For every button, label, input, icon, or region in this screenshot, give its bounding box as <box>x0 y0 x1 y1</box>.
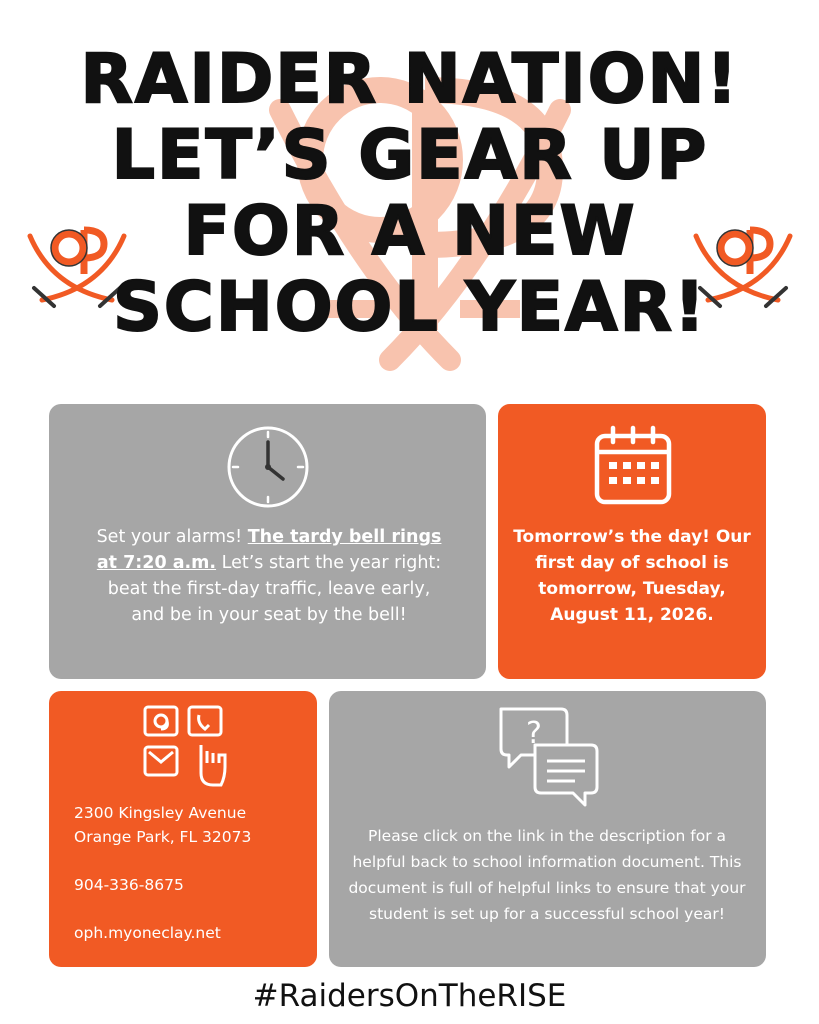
tardy-bell-time: The tardy bell rings at 7:20 a.m. <box>96 527 442 573</box>
headline-line-1: RAIDER NATION! <box>80 40 740 119</box>
clock-icon <box>225 424 311 510</box>
back-to-school-document-card <box>329 691 766 967</box>
first-day-card <box>498 404 766 679</box>
alarm-rest: Let’s start the year right: beat the first-day traffic, leave early, and be in your seat by the bell! <box>107 553 442 625</box>
address-line-2: Orange Park, FL 32073 <box>74 828 252 846</box>
headline <box>60 42 760 346</box>
contact-methods-icon <box>141 703 227 789</box>
contact-card <box>49 691 317 967</box>
document-description: Please click on the link in the description for a helpful back to school information document. This document is full of helpful links to ensure that your student is set up for a successful school year! <box>348 827 746 923</box>
headline-line-4: SCHOOL YEAR! <box>112 268 708 347</box>
first-day-text: Tomorrow’s the day! Our first day of school is tomorrow, Tuesday, August 11, 2026. <box>513 527 751 625</box>
calendar-icon <box>591 424 675 508</box>
chat-question-icon <box>495 703 601 811</box>
tardy-bell-card <box>49 404 486 679</box>
address-line-1: 2300 Kingsley Avenue <box>74 804 247 822</box>
headline-line-3: FOR A NEW <box>183 192 637 271</box>
svg-text:?: ? <box>526 716 542 751</box>
tardy-bell-text <box>89 524 449 628</box>
headline-line-2: LET’S GEAR UP <box>111 116 709 195</box>
hashtag: #RaidersOnTheRISE <box>252 978 567 1014</box>
alarm-intro: Set your alarms! <box>96 527 248 547</box>
contact-info <box>74 801 304 945</box>
website-link[interactable]: oph.myoneclay.net <box>74 924 221 942</box>
phone-number: 904-336-8675 <box>74 876 184 894</box>
